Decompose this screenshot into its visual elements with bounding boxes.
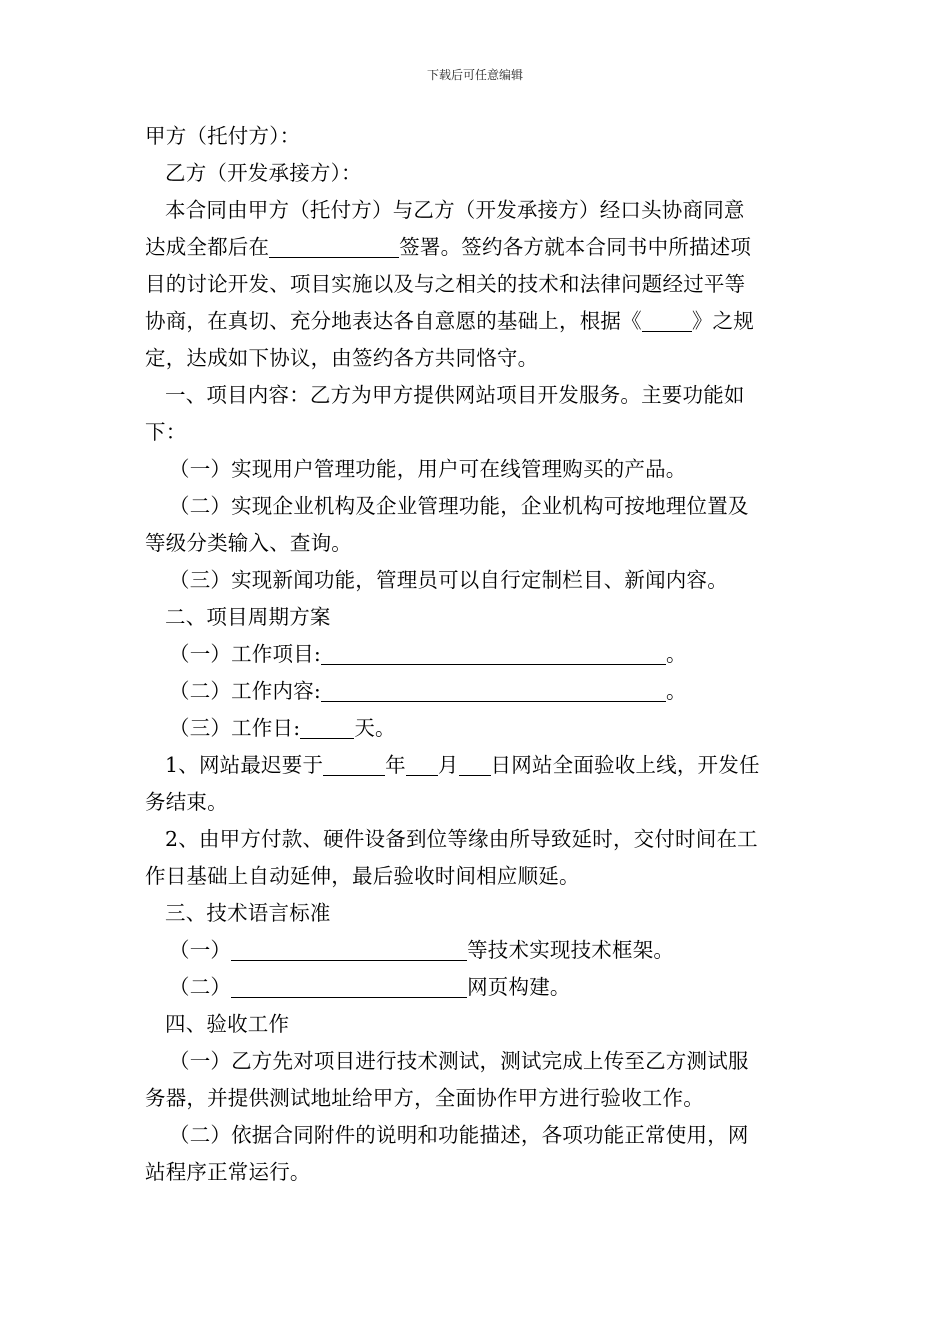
section-3-heading: 三、技术语言标准: [165, 901, 331, 925]
intro-text: 达成全都后在: [145, 235, 270, 259]
tech-text: 等技术实现技术框架。: [467, 938, 675, 962]
deadline-text: 日网站全面验收上线，开发任: [490, 753, 760, 777]
acceptance-1: （一）乙方先对项目进行技术测试，测试完成上传至乙方测试服: [169, 1049, 749, 1073]
punct: 。: [666, 642, 687, 666]
deadline-line-cont: 务结束。: [145, 790, 228, 814]
blank-month: [406, 751, 438, 776]
acceptance-1-cont: 务器，并提供测试地址给甲方，全面协作甲方进行验收工作。: [145, 1086, 704, 1110]
work-content-label: （二）工作内容:: [169, 679, 322, 703]
contract-body: [145, 118, 807, 1191]
acceptance-2: （二）依据合同附件的说明和功能描述，各项功能正常使用，网: [169, 1123, 749, 1147]
intro-line-5: 定，达成如下协议，由签约各方共同恪守。: [145, 346, 539, 370]
tech-label: （一）: [169, 938, 232, 962]
year-label: 年: [385, 753, 406, 777]
month-label: 月: [437, 753, 459, 777]
delay-line-cont: 作日基础上自动延伸，最后验收时间相应顺延。: [145, 864, 580, 888]
blank-work-days: [300, 714, 354, 739]
intro-line-4: [145, 303, 807, 340]
blank-law-name: [642, 307, 692, 332]
deadline-line: [145, 747, 807, 784]
blank-tech-framework: [231, 936, 467, 961]
intro-line-3: 目的讨论开发、项目实施以及与之相关的技术和法律问题经过平等: [145, 272, 746, 296]
section-1-heading: 一、项目内容：乙方为甲方提供网站项目开发服务。主要功能如: [165, 383, 745, 407]
blank-day: [459, 751, 491, 776]
section-2-heading: 二、项目周期方案: [165, 605, 331, 629]
delay-line: 2、由甲方付款、硬件设备到位等缘由所导致延时，交付时间在工: [165, 827, 758, 851]
web-build-line: [145, 969, 807, 1006]
days-unit: 天。: [354, 716, 396, 740]
intro-text: 签署。签约各方就本合同书中所描述项: [399, 235, 752, 259]
intro-text: 协商，在真切、充分地表达各自意愿的基础上，根据《: [145, 309, 642, 333]
blank-year: [323, 751, 385, 776]
intro-text: 》之规: [691, 309, 754, 333]
acceptance-2-cont: 站程序正常运行。: [145, 1160, 311, 1184]
blank-work-item: [321, 640, 666, 665]
feature-1: （一）实现用户管理功能，用户可在线管理购买的产品。: [169, 457, 687, 481]
intro-line-2: [145, 229, 807, 266]
feature-3: （三）实现新闻功能，管理员可以自行定制栏目、新闻内容。: [169, 568, 728, 592]
work-days-line: [145, 710, 807, 747]
work-item-label: （一）工作项目:: [169, 642, 322, 666]
work-content-line: [145, 673, 807, 710]
feature-2-cont: 等级分类输入、查询。: [145, 531, 352, 555]
feature-2: （二）实现企业机构及企业管理功能，企业机构可按地理位置及: [169, 494, 749, 518]
tech-label: （二）: [169, 975, 232, 999]
deadline-text: 1、网站最迟要于: [165, 753, 324, 777]
work-days-label: （三）工作日:: [169, 716, 301, 740]
tech-text: 网页构建。: [467, 975, 571, 999]
section-4-heading: 四、验收工作: [165, 1012, 290, 1036]
punct: 。: [666, 679, 687, 703]
blank-web-build: [231, 973, 467, 998]
party-b-line: 乙方（开发承接方）：: [165, 161, 362, 185]
blank-work-content: [321, 677, 666, 702]
tech-framework-line: [145, 932, 807, 969]
party-a-line: 甲方（托付方）：: [145, 124, 301, 148]
intro-line-1: 本合同由甲方（托付方）与乙方（开发承接方）经口头协商同意: [165, 198, 745, 222]
page-header: 下载后可任意编辑: [426, 68, 523, 82]
work-item-line: [145, 636, 807, 673]
section-1-heading-cont: 下：: [145, 420, 187, 444]
blank-signing-place: [269, 233, 399, 258]
